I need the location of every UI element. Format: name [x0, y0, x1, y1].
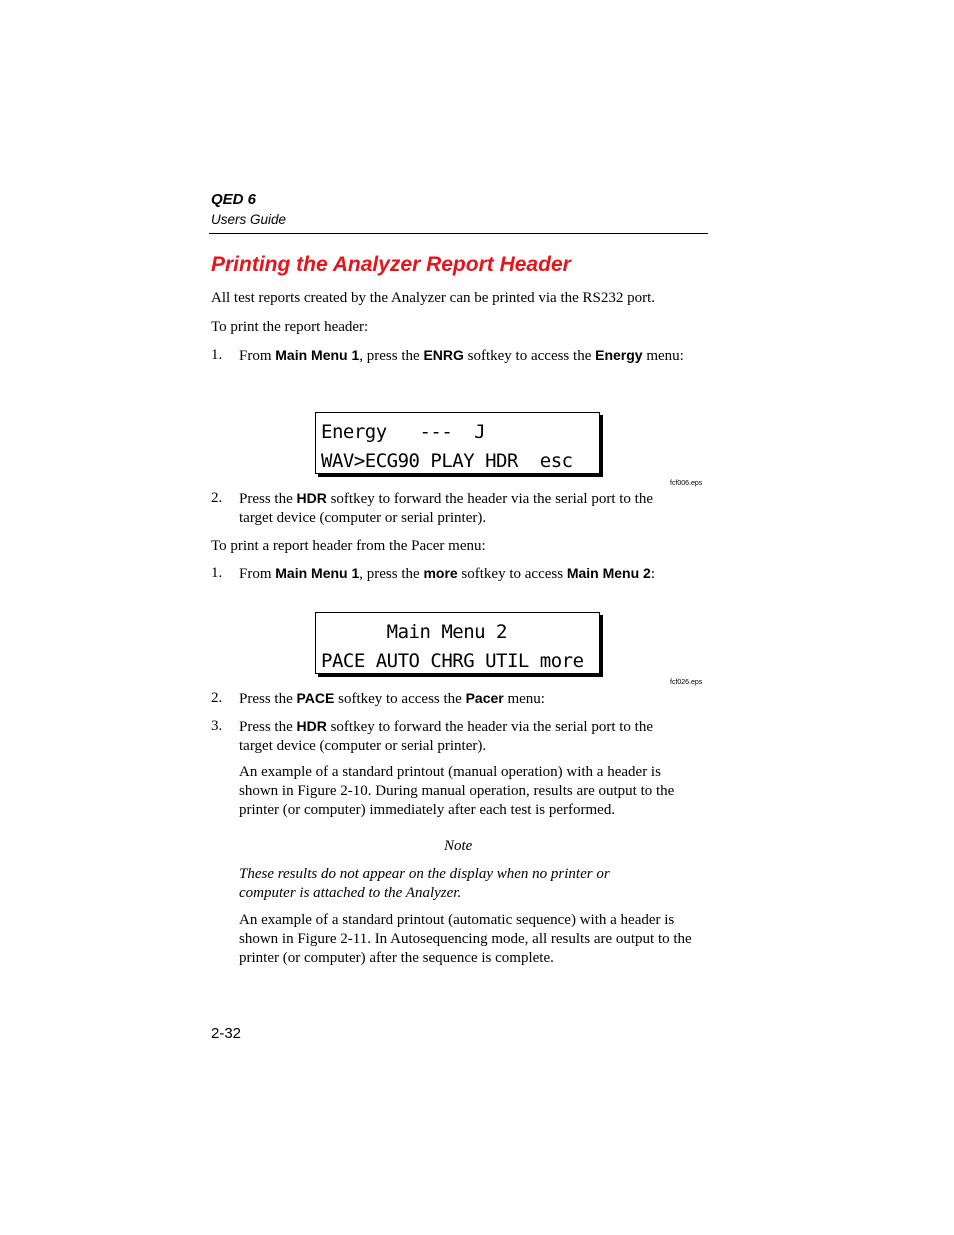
step-text: From Main Menu 1, press the ENRG softkey to access the Energy menu: [239, 347, 684, 364]
section-title: Printing the Analyzer Report Header [211, 253, 571, 276]
key-label: Pacer [465, 690, 504, 706]
header-guide: Users Guide [211, 212, 287, 227]
page-number: 2-32 [211, 1025, 242, 1042]
key-label: ENRG [423, 347, 464, 363]
figure-tag: fcf026.eps [670, 679, 703, 686]
step-a1 [211, 346, 686, 386]
step-b3 [211, 717, 686, 757]
key-label: Energy [595, 347, 643, 363]
step-number: 1. [211, 565, 223, 581]
key-label: PACE [296, 690, 335, 706]
step-number: 3. [211, 718, 223, 734]
key-label: Main Menu 1 [275, 347, 360, 363]
lead-paragraph-1: To print the report header: [211, 319, 369, 335]
header-rule [209, 233, 708, 234]
step-b1 [211, 564, 686, 584]
lcd-line-1: Energy --- J [321, 421, 486, 443]
step-text: From Main Menu 1, press the more softkey to access Main Menu 2: [239, 565, 655, 582]
key-label: HDR [296, 490, 327, 506]
step-text: Press the PACE softkey to access the Pacer menu: [239, 690, 545, 707]
figure-tag: fcf006.eps [670, 480, 703, 487]
lcd-line-2: WAV>ECG90 PLAY HDR esc [321, 450, 573, 472]
lead-paragraph-2: To print a report header from the Pacer menu: [211, 538, 486, 554]
step-a2 [211, 489, 686, 529]
manual-operation-paragraph: An example of a standard printout (manual operation) with a header is shown in Figure 2-10. During manual operation, results are output to the printer (or computer) immediately after each test is performed. [239, 764, 675, 818]
lcd-energy-display [315, 412, 600, 474]
lcd-line-2: PACE AUTO CHRG UTIL more [321, 650, 584, 672]
lcd-main-menu-2-display [315, 612, 600, 674]
note-label: Note [444, 838, 473, 854]
autosequence-paragraph: An example of a standard printout (automatic sequence) with a header is shown in Figure 2-11. In Autosequencing mode, all results are output to the printer (or computer) after the sequence is complete. [239, 912, 692, 966]
note-text: These results do not appear on the display when no printer or computer is attached to the Analyzer. [239, 866, 610, 901]
key-label: Main Menu 2 [566, 565, 651, 581]
intro-paragraph: All test reports created by the Analyzer can be printed via the RS232 port. [211, 290, 656, 306]
header-product: QED 6 [211, 191, 257, 208]
step-b2 [211, 689, 686, 709]
lcd-line-1: Main Menu 2 [321, 621, 507, 643]
key-label: HDR [296, 718, 327, 734]
step-text: Press the HDR softkey to forward the header via the serial port to the target device (computer or serial printer). [239, 490, 653, 526]
step-text: Press the HDR softkey to forward the header via the serial port to the target device (computer or serial printer). [239, 718, 653, 754]
step-number: 2. [211, 690, 223, 706]
step-number: 2. [211, 490, 223, 506]
key-label: Main Menu 1 [275, 565, 360, 581]
key-label: more [423, 565, 458, 581]
step-number: 1. [211, 347, 223, 363]
